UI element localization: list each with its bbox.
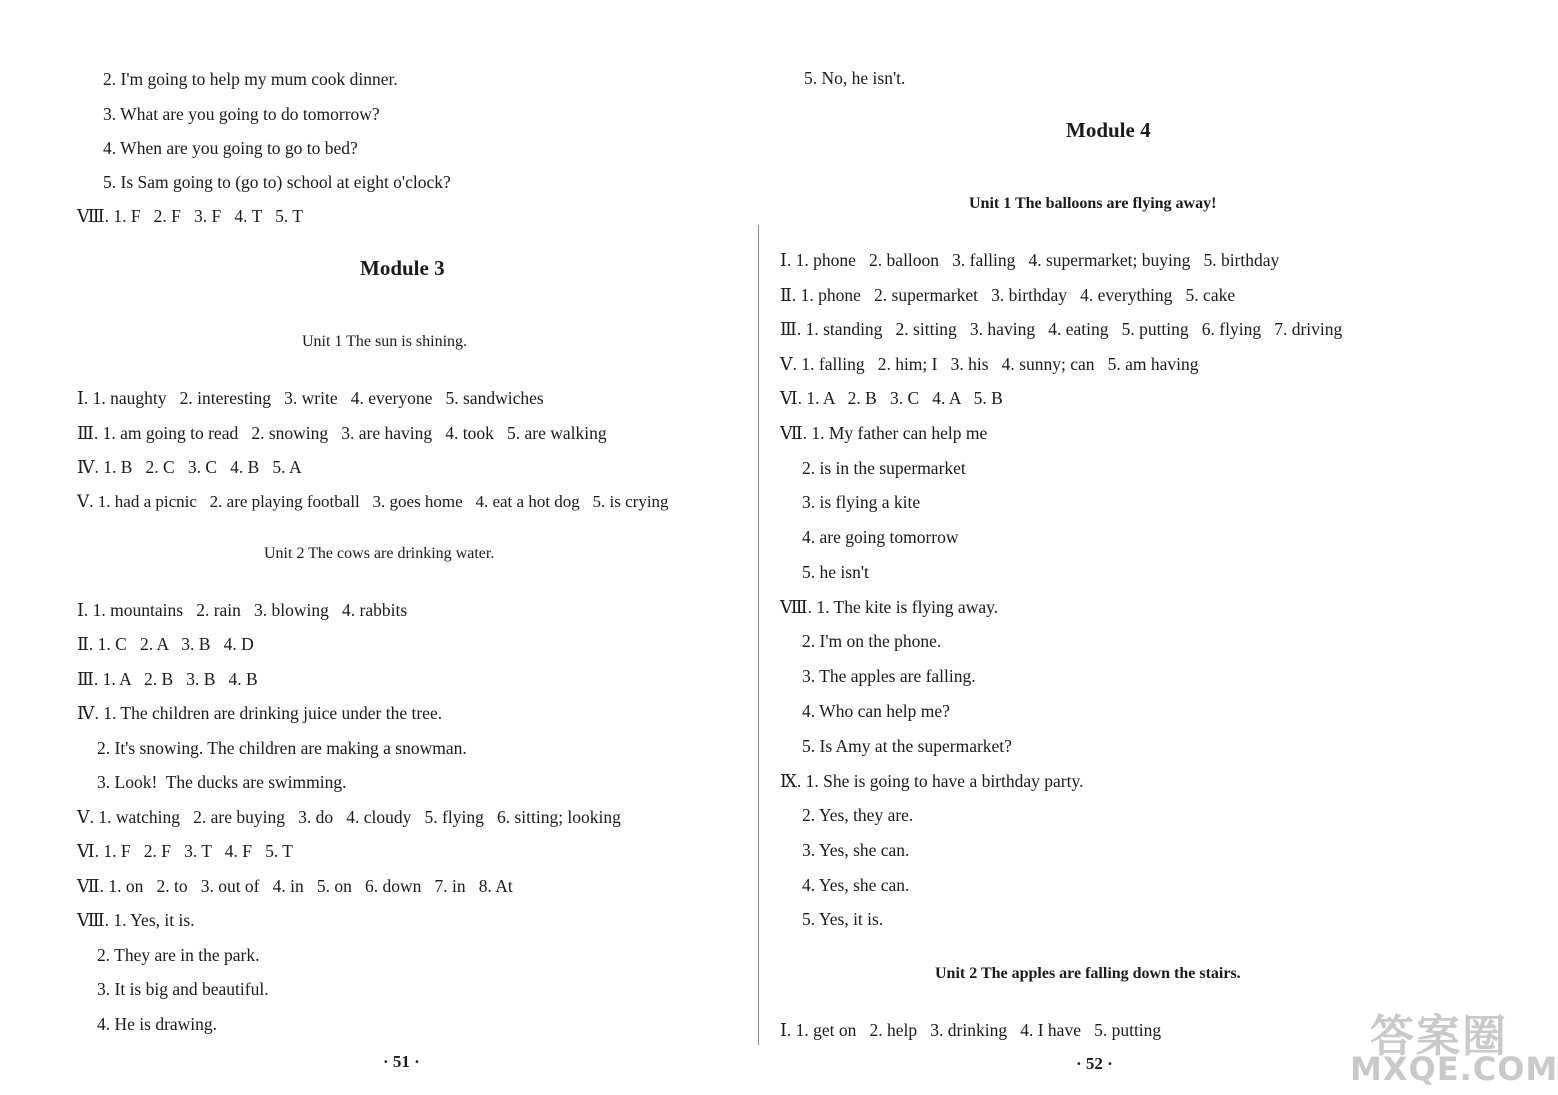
answer-line: 4. Yes, she can.	[802, 875, 910, 895]
answer-line: Ⅰ. 1. naughty 2. interesting 3. write 4. everyone 5. sandwiches	[77, 388, 544, 408]
answer-line: Ⅴ. 1. falling 2. him; I 3. his 4. sunny; can 5. am having	[780, 354, 1199, 374]
answer-line: Ⅰ. 1. mountains 2. rain 3. blowing 4. rabbits	[77, 600, 408, 620]
answer-line: 4. He is drawing.	[97, 1014, 218, 1034]
module-title: Module 3	[360, 256, 445, 280]
answer-line: 3. Look! The ducks are swimming.	[97, 772, 347, 792]
answer-line: Ⅲ. 1. A 2. B 3. B 4. B	[77, 669, 258, 689]
left-page	[0, 0, 760, 1095]
watermark-chinese-text: 答案圈	[1370, 1011, 1508, 1062]
answer-line: Ⅰ. 1. get on 2. help 3. drinking 4. I have 5. putting	[780, 1020, 1162, 1040]
page-divider	[758, 225, 759, 1045]
answer-line: Ⅱ. 1. C 2. A 3. B 4. D	[77, 634, 254, 654]
answer-line: Ⅰ. 1. phone 2. balloon 3. falling 4. supermarket; buying 5. birthday	[780, 250, 1280, 270]
answer-line: 3. Yes, she can.	[802, 840, 910, 860]
answer-line: Ⅲ. 1. am going to read 2. snowing 3. are having 4. took 5. are walking	[77, 423, 607, 443]
page-number: · 52 ·	[1076, 1054, 1113, 1073]
unit-title: Unit 2 The apples are falling down the stairs.	[935, 965, 1241, 982]
answer-line: Ⅴ. 1. had a picnic 2. are playing football 3. goes home 4. eat a hot dog 5. is crying	[77, 492, 669, 511]
answer-line: 3. It is big and beautiful.	[97, 979, 269, 999]
answer-line: 2. I'm going to help my mum cook dinner.	[103, 69, 398, 89]
answer-line: 5. Is Sam going to (go to) school at eight o'clock?	[103, 172, 451, 192]
answer-line: Ⅵ. 1. A 2. B 3. C 4. A 5. B	[780, 388, 1003, 408]
answer-line: 5. No, he isn't.	[804, 68, 906, 88]
answer-line: Ⅴ. 1. watching 2. are buying 3. do 4. cloudy 5. flying 6. sitting; looking	[77, 807, 621, 827]
answer-line: Ⅱ. 1. phone 2. supermarket 3. birthday 4. everything 5. cake	[780, 285, 1236, 305]
answer-line: 2. Yes, they are.	[802, 805, 914, 825]
page-number: · 51 ·	[383, 1052, 420, 1071]
answer-line: 2. I'm on the phone.	[802, 631, 942, 651]
answer-line: Ⅷ. 1. Yes, it is.	[77, 910, 195, 930]
answer-line: Ⅷ. 1. The kite is flying away.	[780, 597, 999, 617]
answer-line: Ⅳ. 1. B 2. C 3. C 4. B 5. A	[77, 457, 302, 477]
answer-line: 2. They are in the park.	[97, 945, 260, 965]
answer-line: 3. The apples are falling.	[802, 666, 976, 686]
right-page	[760, 0, 1536, 1095]
unit-title: Unit 1 The sun is shining.	[302, 333, 468, 350]
answer-line: 5. Yes, it is.	[802, 909, 884, 929]
answer-line: 3. What are you going to do tomorrow?	[103, 104, 380, 124]
answer-line: 5. he isn't	[802, 562, 869, 582]
watermark-logo	[1330, 1000, 1558, 1090]
unit-title: Unit 2 The cows are drinking water.	[264, 545, 495, 562]
answer-line: 2. It's snowing. The children are making a snowman.	[97, 738, 467, 758]
answer-line: Ⅶ. 1. on 2. to 3. out of 4. in 5. on 6. down 7. in 8. At	[77, 876, 513, 896]
answer-line: Ⅳ. 1. The children are drinking juice under the tree.	[77, 703, 443, 723]
answer-line: 3. is flying a kite	[802, 492, 921, 512]
answer-line: Ⅸ. 1. She is going to have a birthday party.	[780, 771, 1084, 791]
watermark-domain-text: MXQE.COM	[1350, 1050, 1558, 1088]
module-title: Module 4	[1066, 118, 1151, 142]
answer-line: Ⅷ. 1. F 2. F 3. F 4. T 5. T	[77, 206, 303, 226]
answer-line: 4. When are you going to go to bed?	[103, 138, 358, 158]
answer-line: Ⅵ. 1. F 2. F 3. T 4. F 5. T	[77, 841, 293, 861]
answer-line: 2. is in the supermarket	[802, 458, 966, 478]
answer-line: Ⅲ. 1. standing 2. sitting 3. having 4. eating 5. putting 6. flying 7. driving	[780, 319, 1343, 339]
answer-line: 4. are going tomorrow	[802, 527, 959, 547]
unit-title: Unit 1 The balloons are flying away!	[969, 195, 1217, 212]
answer-line: Ⅶ. 1. My father can help me	[780, 423, 988, 443]
answer-line: 5. Is Amy at the supermarket?	[802, 736, 1012, 756]
answer-line: 4. Who can help me?	[802, 701, 950, 721]
